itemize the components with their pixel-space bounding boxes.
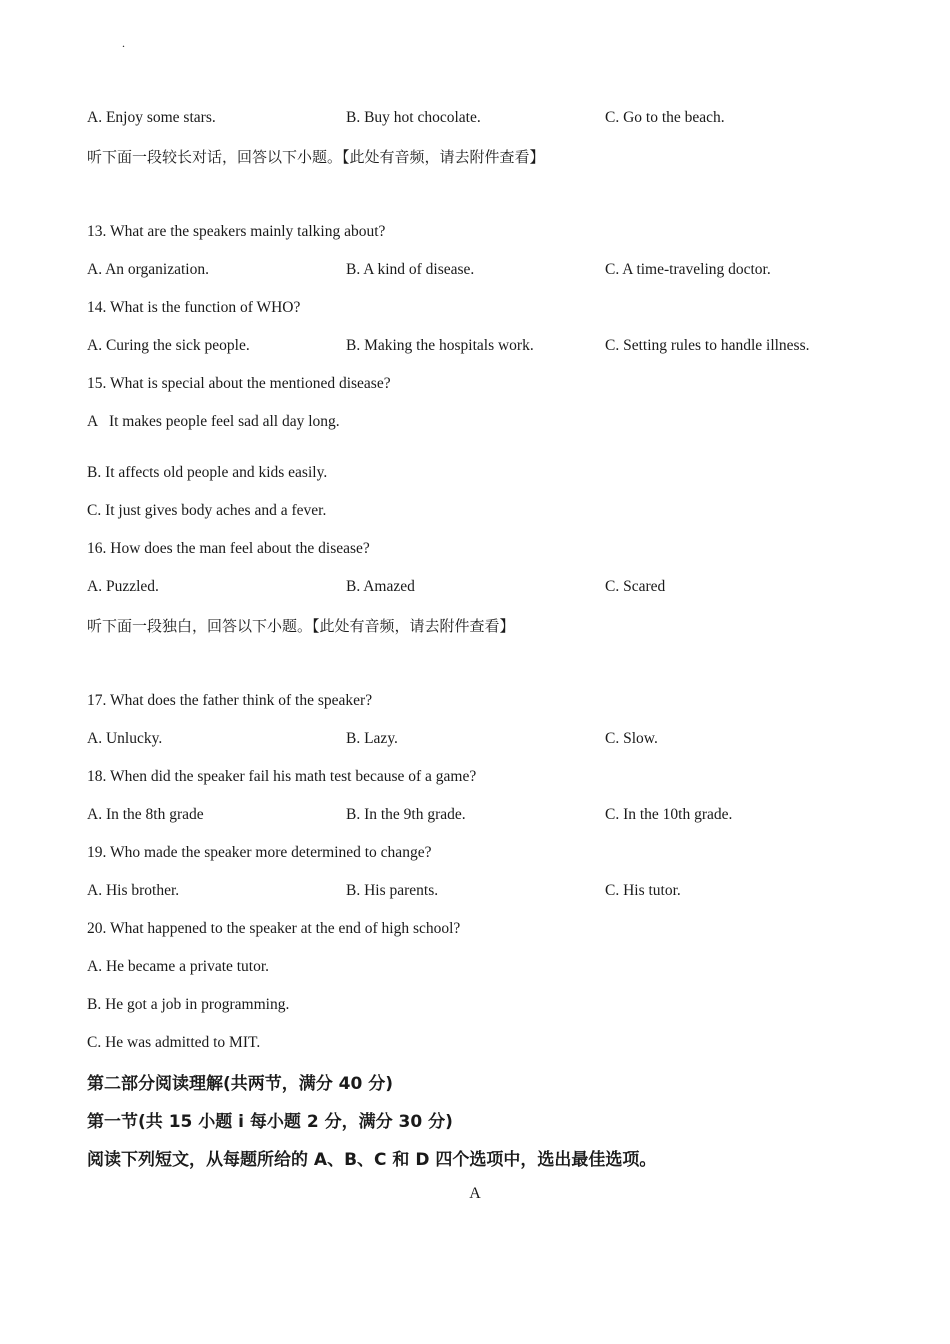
q19-option-c: C. His tutor.: [605, 882, 681, 899]
q16-option-c: C. Scared: [605, 578, 666, 595]
page-mark: .: [122, 36, 125, 50]
q19-stem: 19. Who made the speaker more determined to change?: [87, 844, 432, 861]
reading-instruction: 阅读下列短文，从每题所给的 A、B、C 和 D 四个选项中，选出最佳选项。: [87, 1150, 657, 1170]
q12-option-b: B. Buy hot chocolate.: [346, 109, 481, 126]
q20-stem: 20. What happened to the speaker at the end of high school?: [87, 920, 461, 937]
q12-option-a: A. Enjoy some stars.: [87, 109, 216, 126]
q18-option-a: A. In the 8th grade: [87, 806, 204, 823]
q15-option-b: B. It affects old people and kids easily.: [87, 464, 328, 481]
q14-option-a: A. Curing the sick people.: [87, 337, 250, 354]
q16-stem: 16. How does the man feel about the disease?: [87, 540, 370, 557]
q14-stem: 14. What is the function of WHO?: [87, 299, 301, 316]
q18-option-b: B. In the 9th grade.: [346, 806, 466, 823]
q13-option-c: C. A time-traveling doctor.: [605, 261, 771, 278]
q13-option-b: B. A kind of disease.: [346, 261, 475, 278]
part2-title: 第二部分阅读理解(共两节，满分 40 分): [87, 1074, 394, 1094]
q18-option-c: C. In the 10th grade.: [605, 806, 733, 823]
q17-option-c: C. Slow.: [605, 730, 658, 747]
q18-stem: 18. When did the speaker fail his math test because of a game?: [87, 768, 477, 785]
q15-option-a: A It makes people feel sad all day long.: [87, 413, 340, 430]
q13-stem: 13. What are the speakers mainly talking about?: [87, 223, 386, 240]
q20-option-c: C. He was admitted to MIT.: [87, 1034, 261, 1051]
q16-option-b: B. Amazed: [346, 578, 415, 595]
q17-option-b: B. Lazy.: [346, 730, 398, 747]
q15-option-c: C. It just gives body aches and a fever.: [87, 502, 327, 519]
q17-option-a: A. Unlucky.: [87, 730, 163, 747]
q19-option-a: A. His brother.: [87, 882, 180, 899]
q14-option-c: C. Setting rules to handle illness.: [605, 337, 810, 354]
passage-label: A: [469, 1185, 481, 1202]
q19-option-b: B. His parents.: [346, 882, 439, 899]
q15-stem: 15. What is special about the mentioned disease?: [87, 375, 391, 392]
q17-stem: 17. What does the father think of the speaker?: [87, 692, 373, 709]
q16-option-a: A. Puzzled.: [87, 578, 159, 595]
dialog-instruction: 听下面一段较长对话，回答以下小题。【此处有音频，请去附件查看】: [87, 148, 545, 166]
q13-option-a: A. An organization.: [87, 261, 209, 278]
q12-option-c: C. Go to the beach.: [605, 109, 725, 126]
q20-option-a: A. He became a private tutor.: [87, 958, 270, 975]
q20-option-b: B. He got a job in programming.: [87, 996, 290, 1013]
section1-title: 第一节(共 15 小题 i 每小题 2 分，满分 30 分): [87, 1112, 453, 1132]
monologue-instruction: 听下面一段独白，回答以下小题。【此处有音频，请去附件查看】: [87, 617, 515, 635]
q14-option-b: B. Making the hospitals work.: [346, 337, 534, 354]
